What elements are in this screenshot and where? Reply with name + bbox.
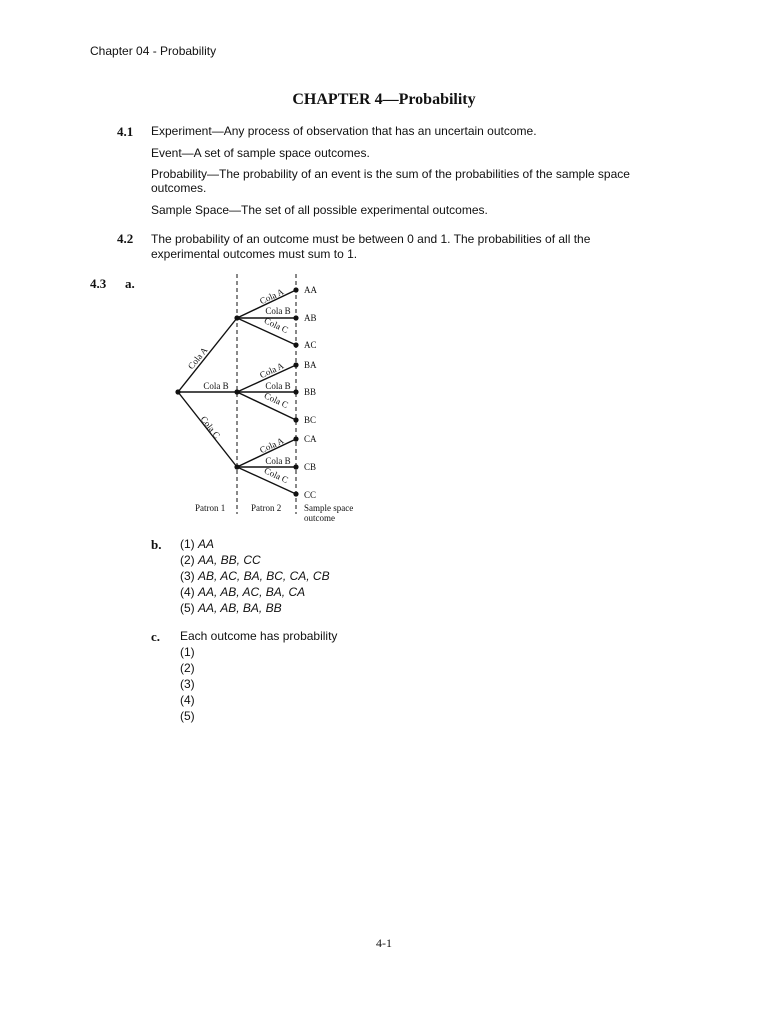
leaf-node <box>293 287 298 292</box>
outcome-label: BA <box>304 360 317 370</box>
part-b-item-1: (1) AA <box>180 537 215 551</box>
branch-label-second: Cola A <box>258 360 286 381</box>
tree-node <box>234 315 239 320</box>
part-b-item-5: (5) AA, AB, BA, BB <box>180 601 282 615</box>
definition-probability: Probability—The probability of an event is the sum of the probabilities of the sample space <box>151 167 630 181</box>
outcome-label: CB <box>304 462 317 472</box>
chapter-title: CHAPTER 4—Probability <box>292 91 476 108</box>
branch-label-second: Cola B <box>265 381 291 391</box>
part-c-item-1: (1) <box>180 645 195 659</box>
outcome-label: CA <box>304 434 317 444</box>
branch-label-second: Cola C <box>262 465 290 486</box>
branch-label-first: Cola B <box>203 381 229 391</box>
leaf-node <box>293 417 298 422</box>
branch-label-second: Cola C <box>262 390 290 411</box>
leaf-node <box>293 342 298 347</box>
leaf-node <box>293 362 298 367</box>
part-a-label: a. <box>125 276 135 291</box>
branch-label-second: Cola A <box>258 435 286 456</box>
tree-node <box>234 464 239 469</box>
outcome-label: AC <box>304 340 317 350</box>
definition-event: Event—A set of sample space outcomes. <box>151 146 370 160</box>
leaf-node <box>293 464 298 469</box>
question-number-4-2: 4.2 <box>117 231 134 246</box>
question-number-4-3: 4.3 <box>90 276 107 291</box>
probability-tree-diagram <box>170 272 370 527</box>
branch-label-second: Cola B <box>265 306 291 316</box>
part-b-item-4: (4) AA, AB, AC, BA, CA <box>180 585 306 599</box>
column-label-patron-1: Patron 1 <box>195 503 226 513</box>
outcome-label: CC <box>304 490 317 500</box>
branch-label-first: Cola A <box>185 345 210 372</box>
part-b-item-2: (2) AA, BB, CC <box>180 553 261 567</box>
part-c-intro: Each outcome has probability <box>180 629 338 643</box>
part-c-item-4: (4) <box>180 693 195 707</box>
branch-label-second: Cola C <box>262 315 290 336</box>
part-c-item-5: (5) <box>180 709 195 723</box>
page-number: 4-1 <box>376 936 392 950</box>
question-number-4-1: 4.1 <box>117 124 134 139</box>
part-c-item-3: (3) <box>180 677 195 691</box>
root-node <box>175 389 180 394</box>
branch-label-second: Cola A <box>258 286 286 307</box>
outcome-label: BC <box>304 415 317 425</box>
outcome-label: AB <box>304 313 317 323</box>
part-b-item-3: (3) AB, AC, BA, BC, CA, CB <box>180 569 330 583</box>
leaf-node <box>293 389 298 394</box>
outcome-label: BB <box>304 387 317 397</box>
column-label-patron-2: Patron 2 <box>251 503 282 513</box>
definition-experiment: Experiment—Any process of observation that has an uncertain outcome. <box>151 124 537 138</box>
column-label-sample-space: Sample space <box>304 503 354 513</box>
column-label-outcome: outcome <box>304 513 335 523</box>
running-header: Chapter 04 - Probability <box>90 44 217 58</box>
outcome-label: AA <box>304 285 317 295</box>
leaf-node <box>293 436 298 441</box>
branch-label-first: Cola C <box>198 414 223 441</box>
definition-probability-cont: outcomes. <box>151 181 207 195</box>
answer-4-2-line-1: The probability of an outcome must be between 0 and 1. The probabilities of all the <box>151 232 591 246</box>
answer-4-2-line-2: experimental outcomes must sum to 1. <box>151 247 358 261</box>
definition-sample-space: Sample Space—The set of all possible experimental outcomes. <box>151 203 488 217</box>
part-c-label: c. <box>151 629 161 644</box>
leaf-node <box>293 315 298 320</box>
part-b-label: b. <box>151 537 162 552</box>
tree-node <box>234 389 239 394</box>
branch-label-second: Cola B <box>265 456 291 466</box>
leaf-node <box>293 491 298 496</box>
part-c-item-2: (2) <box>180 661 195 675</box>
